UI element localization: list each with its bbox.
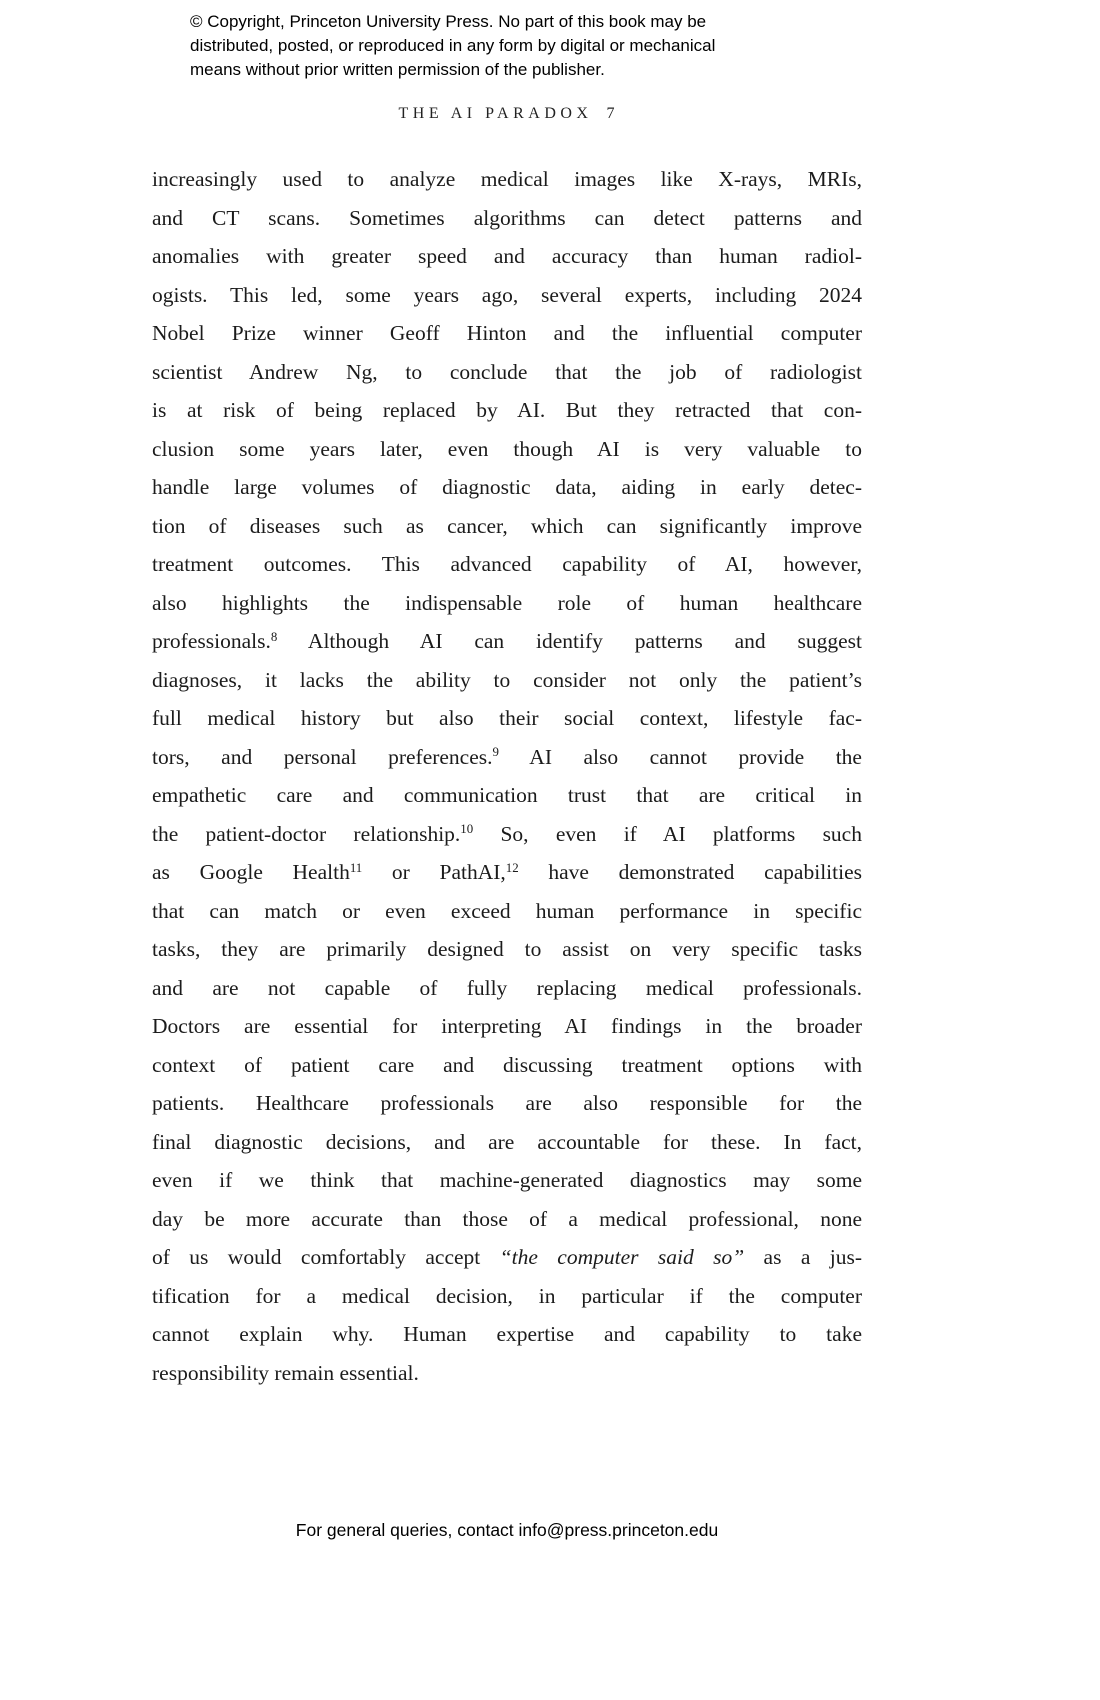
- body-line: [152, 1123, 862, 1162]
- body-segment: final diagnostic decisions, and are accountable for these. In fact,: [152, 1129, 862, 1154]
- running-head-page-number: 7: [606, 105, 616, 122]
- body-segment: have demonstrated capabilities: [518, 860, 862, 884]
- body-line: [152, 1084, 862, 1123]
- body-segment: of us would comfortably accept: [152, 1245, 500, 1269]
- body-line: [152, 622, 862, 661]
- body-segment: AI also cannot provide the: [498, 744, 862, 769]
- body-line: [152, 738, 862, 777]
- body-segment: Although AI can identify patterns and suggest: [277, 629, 862, 653]
- body-line: [152, 1277, 862, 1316]
- body-segment: increasingly used to analyze medical images like X-rays, MRIs,: [152, 167, 862, 191]
- body-segment: patients. Healthcare professionals are also responsible for the: [152, 1091, 862, 1115]
- body-line: [152, 160, 862, 199]
- copyright-line: © Copyright, Princeton University Press. No part of this book may be: [190, 12, 707, 31]
- body-line: [152, 276, 862, 315]
- body-segment: responsibility remain essential.: [152, 1360, 419, 1385]
- body-segment: Nobel Prize winner Geoff Hinton and the influential computer: [152, 321, 862, 345]
- copyright-line: distributed, posted, or reproduced in any form by digital or mechanical: [190, 36, 716, 55]
- body-segment: as Google Health: [152, 860, 350, 884]
- footnote-reference: 8: [270, 629, 278, 644]
- body-line: [152, 199, 862, 238]
- copyright-line: means without prior written permission of the publisher.: [190, 60, 605, 79]
- body-segment: tors, and personal preferences.: [152, 744, 493, 769]
- footnote-reference: 10: [460, 822, 474, 837]
- body-segment: cannot explain why. Human expertise and capability to take: [152, 1322, 862, 1346]
- running-head-title: THE AI PARADOX: [398, 105, 593, 122]
- body-line: [152, 776, 862, 815]
- body-segment: or PathAI,: [362, 860, 506, 884]
- body-segment: full medical history but also their social context, lifestyle fac-: [152, 706, 862, 730]
- body-segment: clusion some years later, even though AI is very valuable to: [152, 436, 862, 461]
- body-segment: also highlights the indispensable role of human healthcare: [152, 590, 862, 615]
- body-line: [152, 1200, 862, 1239]
- body-segment: and CT scans. Sometimes algorithms can detect patterns and: [152, 205, 862, 230]
- body-line: [152, 468, 862, 507]
- body-segment: context of patient care and discussing treatment options with: [152, 1052, 862, 1077]
- italic-phrase: “the computer said so”: [499, 1245, 745, 1269]
- body-line: [152, 1354, 862, 1393]
- body-segment: as a jus-: [744, 1245, 863, 1269]
- body-line: [152, 391, 862, 430]
- body-line: [152, 661, 862, 700]
- body-line: [152, 1007, 862, 1046]
- body-segment: diagnoses, it lacks the ability to consider not only the patient’s: [152, 667, 862, 692]
- body-segment: and are not capable of fully replacing medical professionals.: [152, 975, 862, 1000]
- body-line: [152, 853, 862, 892]
- body-segment: scientist Andrew Ng, to conclude that the job of radiologist: [152, 359, 862, 384]
- body-segment: day be more accurate than those of a medical professional, none: [152, 1206, 862, 1231]
- body-segment: empathetic care and communication trust that are critical in: [152, 783, 862, 807]
- body-segment: So, even if AI platforms such: [473, 821, 862, 846]
- copyright-notice: [190, 10, 870, 82]
- body-segment: treatment outcomes. This advanced capability of AI, however,: [152, 552, 862, 576]
- body-segment: tification for a medical decision, in particular if the computer: [152, 1283, 862, 1308]
- body-segment: tion of diseases such as cancer, which can significantly improve: [152, 513, 862, 538]
- body-segment: professionals.: [152, 629, 271, 653]
- body-segment: tasks, they are primarily designed to assist on very specific tasks: [152, 937, 862, 961]
- body-line: [152, 1238, 862, 1277]
- body-line: [152, 930, 862, 969]
- body-line: [152, 969, 862, 1008]
- body-line: [152, 430, 862, 469]
- body-line: [152, 314, 862, 353]
- footnote-reference: 12: [505, 860, 519, 875]
- body-line: [152, 237, 862, 276]
- footer-contact: For general queries, contact info@press.princeton.edu: [295, 1520, 719, 1540]
- body-line: [152, 584, 862, 623]
- body-segment: handle large volumes of diagnostic data, aiding in early detec-: [152, 475, 862, 499]
- body-line: [152, 545, 862, 584]
- body-line: [152, 1046, 862, 1085]
- running-head: [152, 105, 862, 123]
- body-segment: even if we think that machine-generated diagnostics may some: [152, 1168, 862, 1192]
- body-line: [152, 1315, 862, 1354]
- footnote-reference: 9: [492, 745, 499, 760]
- body-line: [152, 507, 862, 546]
- footnote-reference: 11: [349, 860, 363, 875]
- body-line: [152, 699, 862, 738]
- body-segment: that can match or even exceed human performance in specific: [152, 898, 862, 923]
- body-line: [152, 892, 862, 931]
- body-line: [152, 1161, 862, 1200]
- body-segment: the patient-doctor relationship.: [152, 821, 461, 846]
- body-line: [152, 353, 862, 392]
- body-segment: ogists. This led, some years ago, several experts, including 2024: [152, 282, 862, 307]
- body-text: [152, 160, 862, 1392]
- body-segment: anomalies with greater speed and accuracy than human radiol-: [152, 244, 862, 268]
- body-segment: Doctors are essential for interpreting AI findings in the broader: [152, 1014, 862, 1038]
- body-segment: is at risk of being replaced by AI. But they retracted that con-: [152, 398, 862, 422]
- body-line: [152, 815, 862, 854]
